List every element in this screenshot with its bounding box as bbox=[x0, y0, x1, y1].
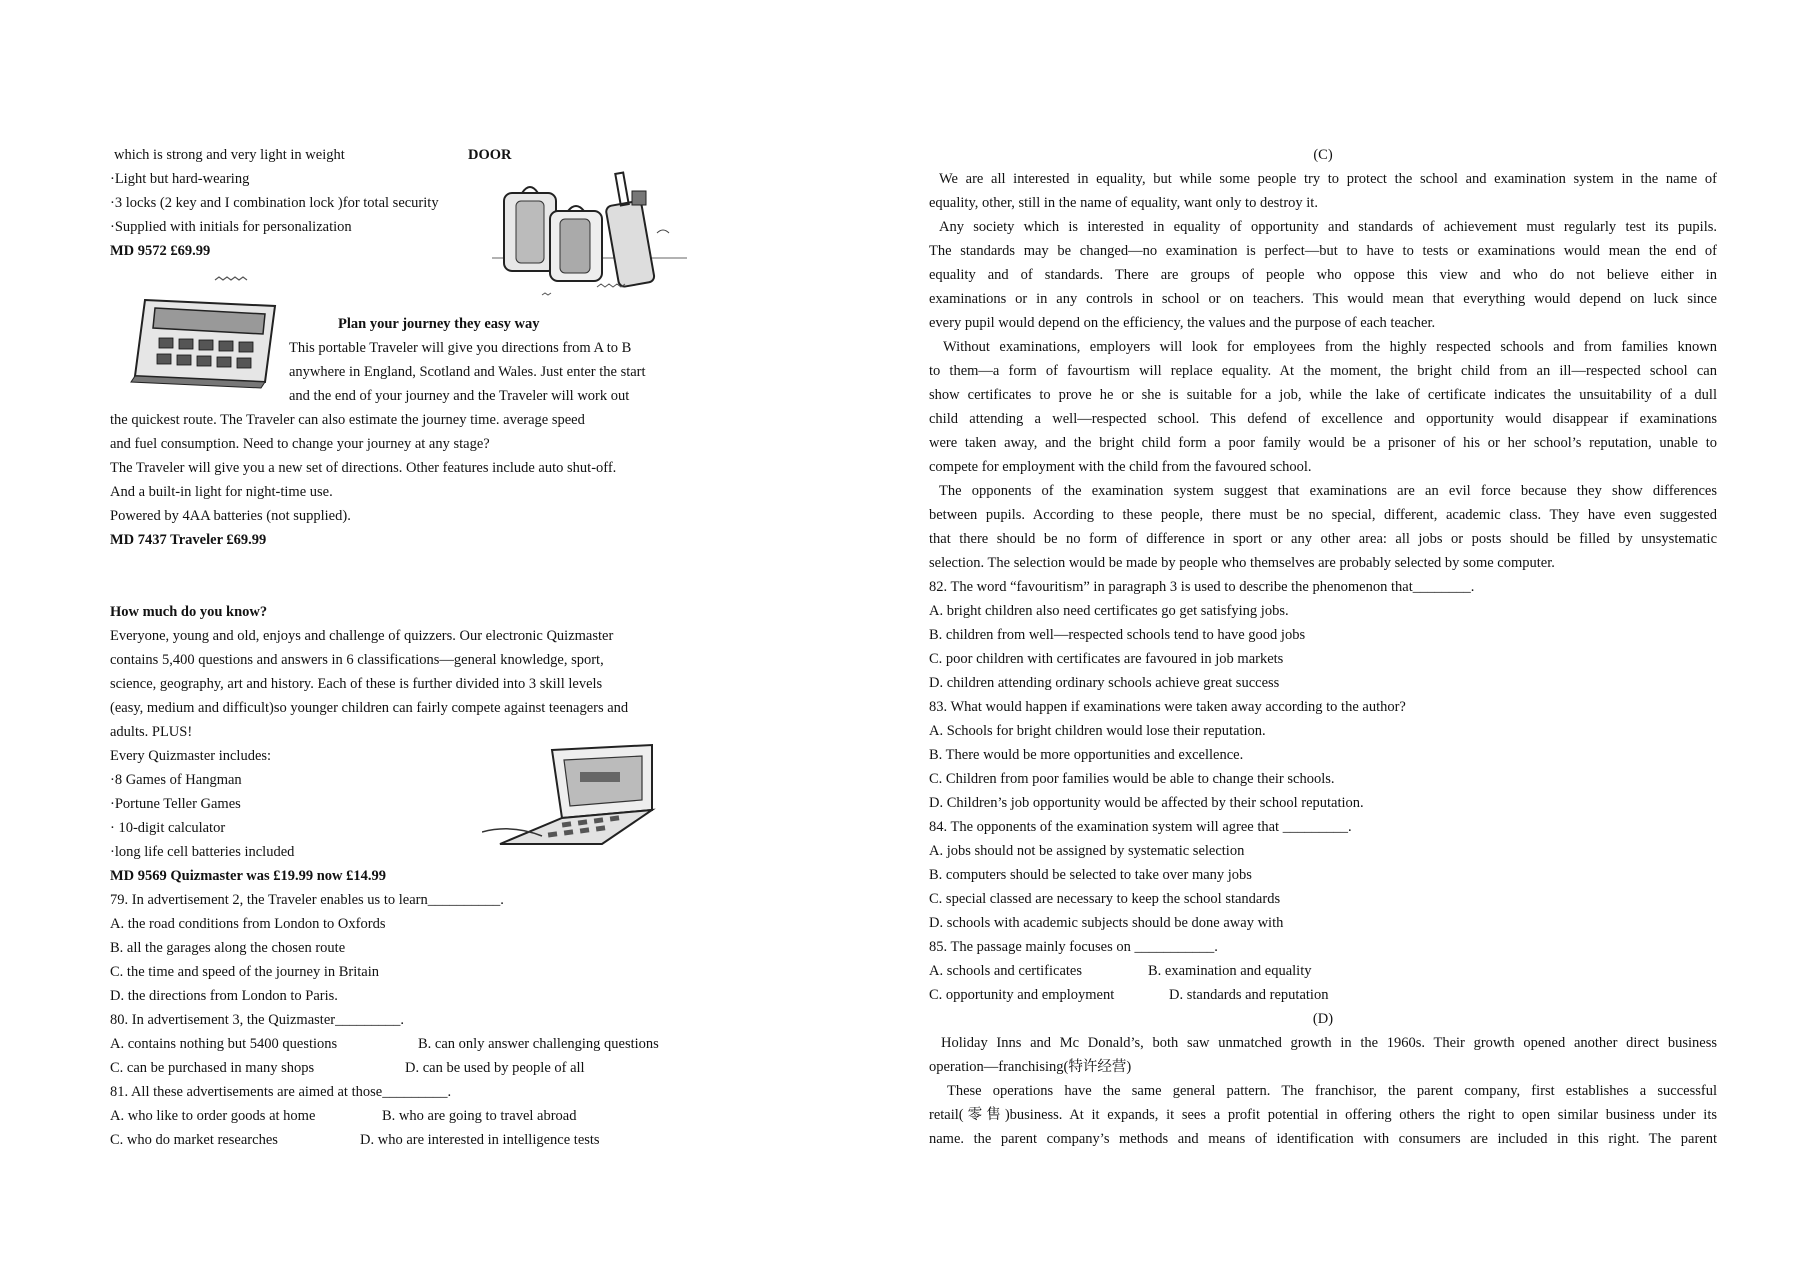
option-line: D. schools with academic subjects should be done away with bbox=[929, 915, 1284, 931]
option-line: C. special classed are necessary to keep the school standards bbox=[929, 891, 1281, 907]
paragraph-line: equality, other, still in the name of equality, want only to destroy it. bbox=[929, 195, 1318, 211]
paragraph-line: child attending a well—respected school. This defend of excellence and opportunity would disappear if examinations bbox=[929, 411, 1717, 427]
paragraph-line: equality and of standards. There are groups of people who oppose this view and who do not believe either in bbox=[929, 267, 1717, 283]
q80-option-b: B. can only answer challenging questions bbox=[418, 1036, 659, 1052]
ad3-line: · 10-digit calculator bbox=[110, 820, 226, 836]
ad1-line3: ·3 locks (2 key and I combination lock )for total security bbox=[110, 195, 439, 211]
option-line: A. the road conditions from London to Oxfords bbox=[110, 916, 386, 932]
option-line: B. children from well—respected schools tend to have good jobs bbox=[929, 627, 1306, 643]
left-page bbox=[0, 0, 905, 1286]
ad1-line4: ·Supplied with initials for personalization bbox=[110, 219, 352, 235]
ad1-door-label: DOOR bbox=[468, 147, 512, 163]
paragraph-line: Any society which is interested in equality of opportunity and standards of achievement must regularly test its pupils. bbox=[939, 219, 1717, 235]
ad3-line: ·Portune Teller Games bbox=[110, 796, 241, 812]
paragraph-line: between pupils. According to these people, there must be no special, different, academic class. They have even suggested bbox=[929, 507, 1717, 523]
option-line: B. computers should be selected to take over many jobs bbox=[929, 867, 1252, 883]
ad3-line: Every Quizmaster includes: bbox=[110, 748, 272, 764]
option-line: C. Children from poor families would be able to change their schools. bbox=[929, 771, 1335, 787]
section-d-heading: (D) bbox=[1312, 1011, 1334, 1027]
q80-option-d: D. can be used by people of all bbox=[405, 1060, 585, 1076]
ad2-line: and fuel consumption. Need to change your journey at any stage? bbox=[110, 436, 490, 452]
q85-option-c: C. opportunity and employment bbox=[929, 987, 1115, 1003]
paragraph-line: Without examinations, employers will look for employees from the highly respected schools and from families known bbox=[943, 339, 1717, 355]
question-84: 84. The opponents of the examination system will agree that _________. bbox=[929, 819, 1352, 835]
ad2-line: This portable Traveler will give you directions from A to B bbox=[289, 340, 632, 356]
option-line: A. bright children also need certificates go get satisfying jobs. bbox=[929, 603, 1289, 619]
ad2-heading: Plan your journey they easy way bbox=[338, 316, 540, 332]
question-81: 81. All these advertisements are aimed at those_________. bbox=[110, 1084, 452, 1100]
paragraph-line: every pupil would depend on the efficiency, the values and the purpose of each teacher. bbox=[929, 315, 1436, 331]
paragraph-line: These operations have the same general pattern. The franchisor, the parent company, first establishes a successful bbox=[947, 1083, 1717, 1099]
option-line: D. children attending ordinary schools achieve great success bbox=[929, 675, 1280, 691]
option-line: B. There would be more opportunities and excellence. bbox=[929, 747, 1244, 763]
right-page bbox=[905, 0, 1819, 1286]
ad3-line: contains 5,400 questions and answers in 6 classifications—general knowledge, sport, bbox=[110, 652, 604, 668]
q80-option-a: A. contains nothing but 5400 questions bbox=[110, 1036, 338, 1052]
paragraph-line: were taken away, and the bright child form a poor family would be a prisoner of his or her school’s reputation, unable to bbox=[929, 435, 1717, 451]
ad2-line: the quickest route. The Traveler can also estimate the journey time. average speed bbox=[110, 412, 585, 428]
ad3-line: science, geography, art and history. Each of these is further divided into 3 skill levels bbox=[110, 676, 603, 692]
question-85: 85. The passage mainly focuses on ___________. bbox=[929, 939, 1218, 955]
paragraph-line: that there should be no form of difference in sport or any other area: all jobs or posts should be filled by unsystematic bbox=[929, 531, 1717, 547]
question-79: 79. In advertisement 2, the Traveler enables us to learn__________. bbox=[110, 892, 504, 908]
ad2-line: anywhere in England, Scotland and Wales. Just enter the start bbox=[289, 364, 646, 380]
ad3-line: adults. PLUS! bbox=[110, 724, 193, 740]
paragraph-line: operation—franchising(特许经营) bbox=[929, 1059, 1132, 1075]
ad2-price: MD 7437 Traveler £69.99 bbox=[110, 532, 267, 548]
ad1-price: MD 9572 £69.99 bbox=[110, 243, 211, 259]
option-line: D. the directions from London to Paris. bbox=[110, 988, 338, 1004]
q81-option-d: D. who are interested in intelligence tests bbox=[360, 1132, 600, 1148]
q81-option-b: B. who are going to travel abroad bbox=[382, 1108, 577, 1124]
paragraph-line: We are all interested in equality, but while some people try to protect the school and examination system in the name of bbox=[939, 171, 1717, 187]
q81-option-c: C. who do market researches bbox=[110, 1132, 278, 1148]
question-82: 82. The word “favouritism” in paragraph 3 is used to describe the phenomenon that________. bbox=[929, 579, 1475, 595]
ad1-line1: which is strong and very light in weight bbox=[114, 147, 345, 163]
q85-option-a: A. schools and certificates bbox=[929, 963, 1083, 979]
ad3-heading: How much do you know? bbox=[110, 604, 268, 620]
paragraph-line: selection. The selection would be made by people who themselves are probably selected by some computer. bbox=[929, 555, 1555, 571]
option-line: C. the time and speed of the journey in Britain bbox=[110, 964, 379, 980]
ad2-line: The Traveler will give you a new set of directions. Other features include auto shut-off. bbox=[110, 460, 617, 476]
ad1-line2: ·Light but hard-wearing bbox=[110, 171, 250, 187]
paragraph-line: The opponents of the examination system suggest that examinations are an evil force because they show differences bbox=[939, 483, 1717, 499]
question-83: 83. What would happen if examinations were taken away according to the author? bbox=[929, 699, 1406, 715]
ad3-line: (easy, medium and difficult)so younger children can fairly compete against teenagers and bbox=[110, 700, 629, 716]
luggage-image bbox=[492, 163, 692, 303]
section-c-heading: (C) bbox=[1313, 147, 1333, 163]
paragraph-line: The standards may be changed—no examination is perfect—but to have to tests or examinations would mean the end of bbox=[929, 243, 1717, 259]
option-line: D. Children’s job opportunity would be affected by their school reputation. bbox=[929, 795, 1364, 811]
paragraph-line: show certificates to prove he or she is suitable for a job, while the lake of certificate indicates the unsuitability of a dull bbox=[929, 387, 1717, 403]
q85-option-b: B. examination and equality bbox=[1148, 963, 1312, 979]
traveler-device-image bbox=[125, 272, 290, 392]
ad3-line: ·8 Games of Hangman bbox=[110, 772, 242, 788]
option-line: C. poor children with certificates are favoured in job markets bbox=[929, 651, 1284, 667]
ad3-line: ·long life cell batteries included bbox=[110, 844, 295, 860]
paragraph-line: to them—a form of favourtism will replace equality. At the moment, the bright child from an ill—respected school can bbox=[929, 363, 1717, 379]
ad3-price: MD 9569 Quizmaster was £19.99 now £14.99 bbox=[110, 868, 387, 884]
ad2-line: Powered by 4AA batteries (not supplied). bbox=[110, 508, 351, 524]
q80-option-c: C. can be purchased in many shops bbox=[110, 1060, 315, 1076]
q81-option-a: A. who like to order goods at home bbox=[110, 1108, 316, 1124]
ad2-line: And a built-in light for night-time use. bbox=[110, 484, 333, 500]
paragraph-line: examinations or in any controls in school or on teachers. This would mean that everything would depend on luck since bbox=[929, 291, 1717, 307]
question-80: 80. In advertisement 3, the Quizmaster_________. bbox=[110, 1012, 404, 1028]
paragraph-line: name. the parent company’s methods and means of identification with consumers are included in this right. The parent bbox=[929, 1131, 1717, 1147]
ad3-line: Everyone, young and old, enjoys and challenge of quizzers. Our electronic Quizmaster bbox=[110, 628, 614, 644]
paragraph-line: compete for employment with the child from the favoured school. bbox=[929, 459, 1312, 475]
option-line: B. all the garages along the chosen route bbox=[110, 940, 346, 956]
option-line: A. Schools for bright children would lose their reputation. bbox=[929, 723, 1266, 739]
paragraph-line: Holiday Inns and Mc Donald’s, both saw unmatched growth in the 1960s. Their growth opened another direct business bbox=[941, 1035, 1717, 1051]
ad2-line: and the end of your journey and the Traveler will work out bbox=[289, 388, 630, 404]
paragraph-line: retail(零售)business. At it expands, it sees a profit potential in offering others the right to open similar business under its bbox=[929, 1107, 1717, 1123]
q85-option-d: D. standards and reputation bbox=[1169, 987, 1329, 1003]
option-line: A. jobs should not be assigned by systematic selection bbox=[929, 843, 1245, 859]
quizmaster-device-image bbox=[482, 740, 667, 850]
